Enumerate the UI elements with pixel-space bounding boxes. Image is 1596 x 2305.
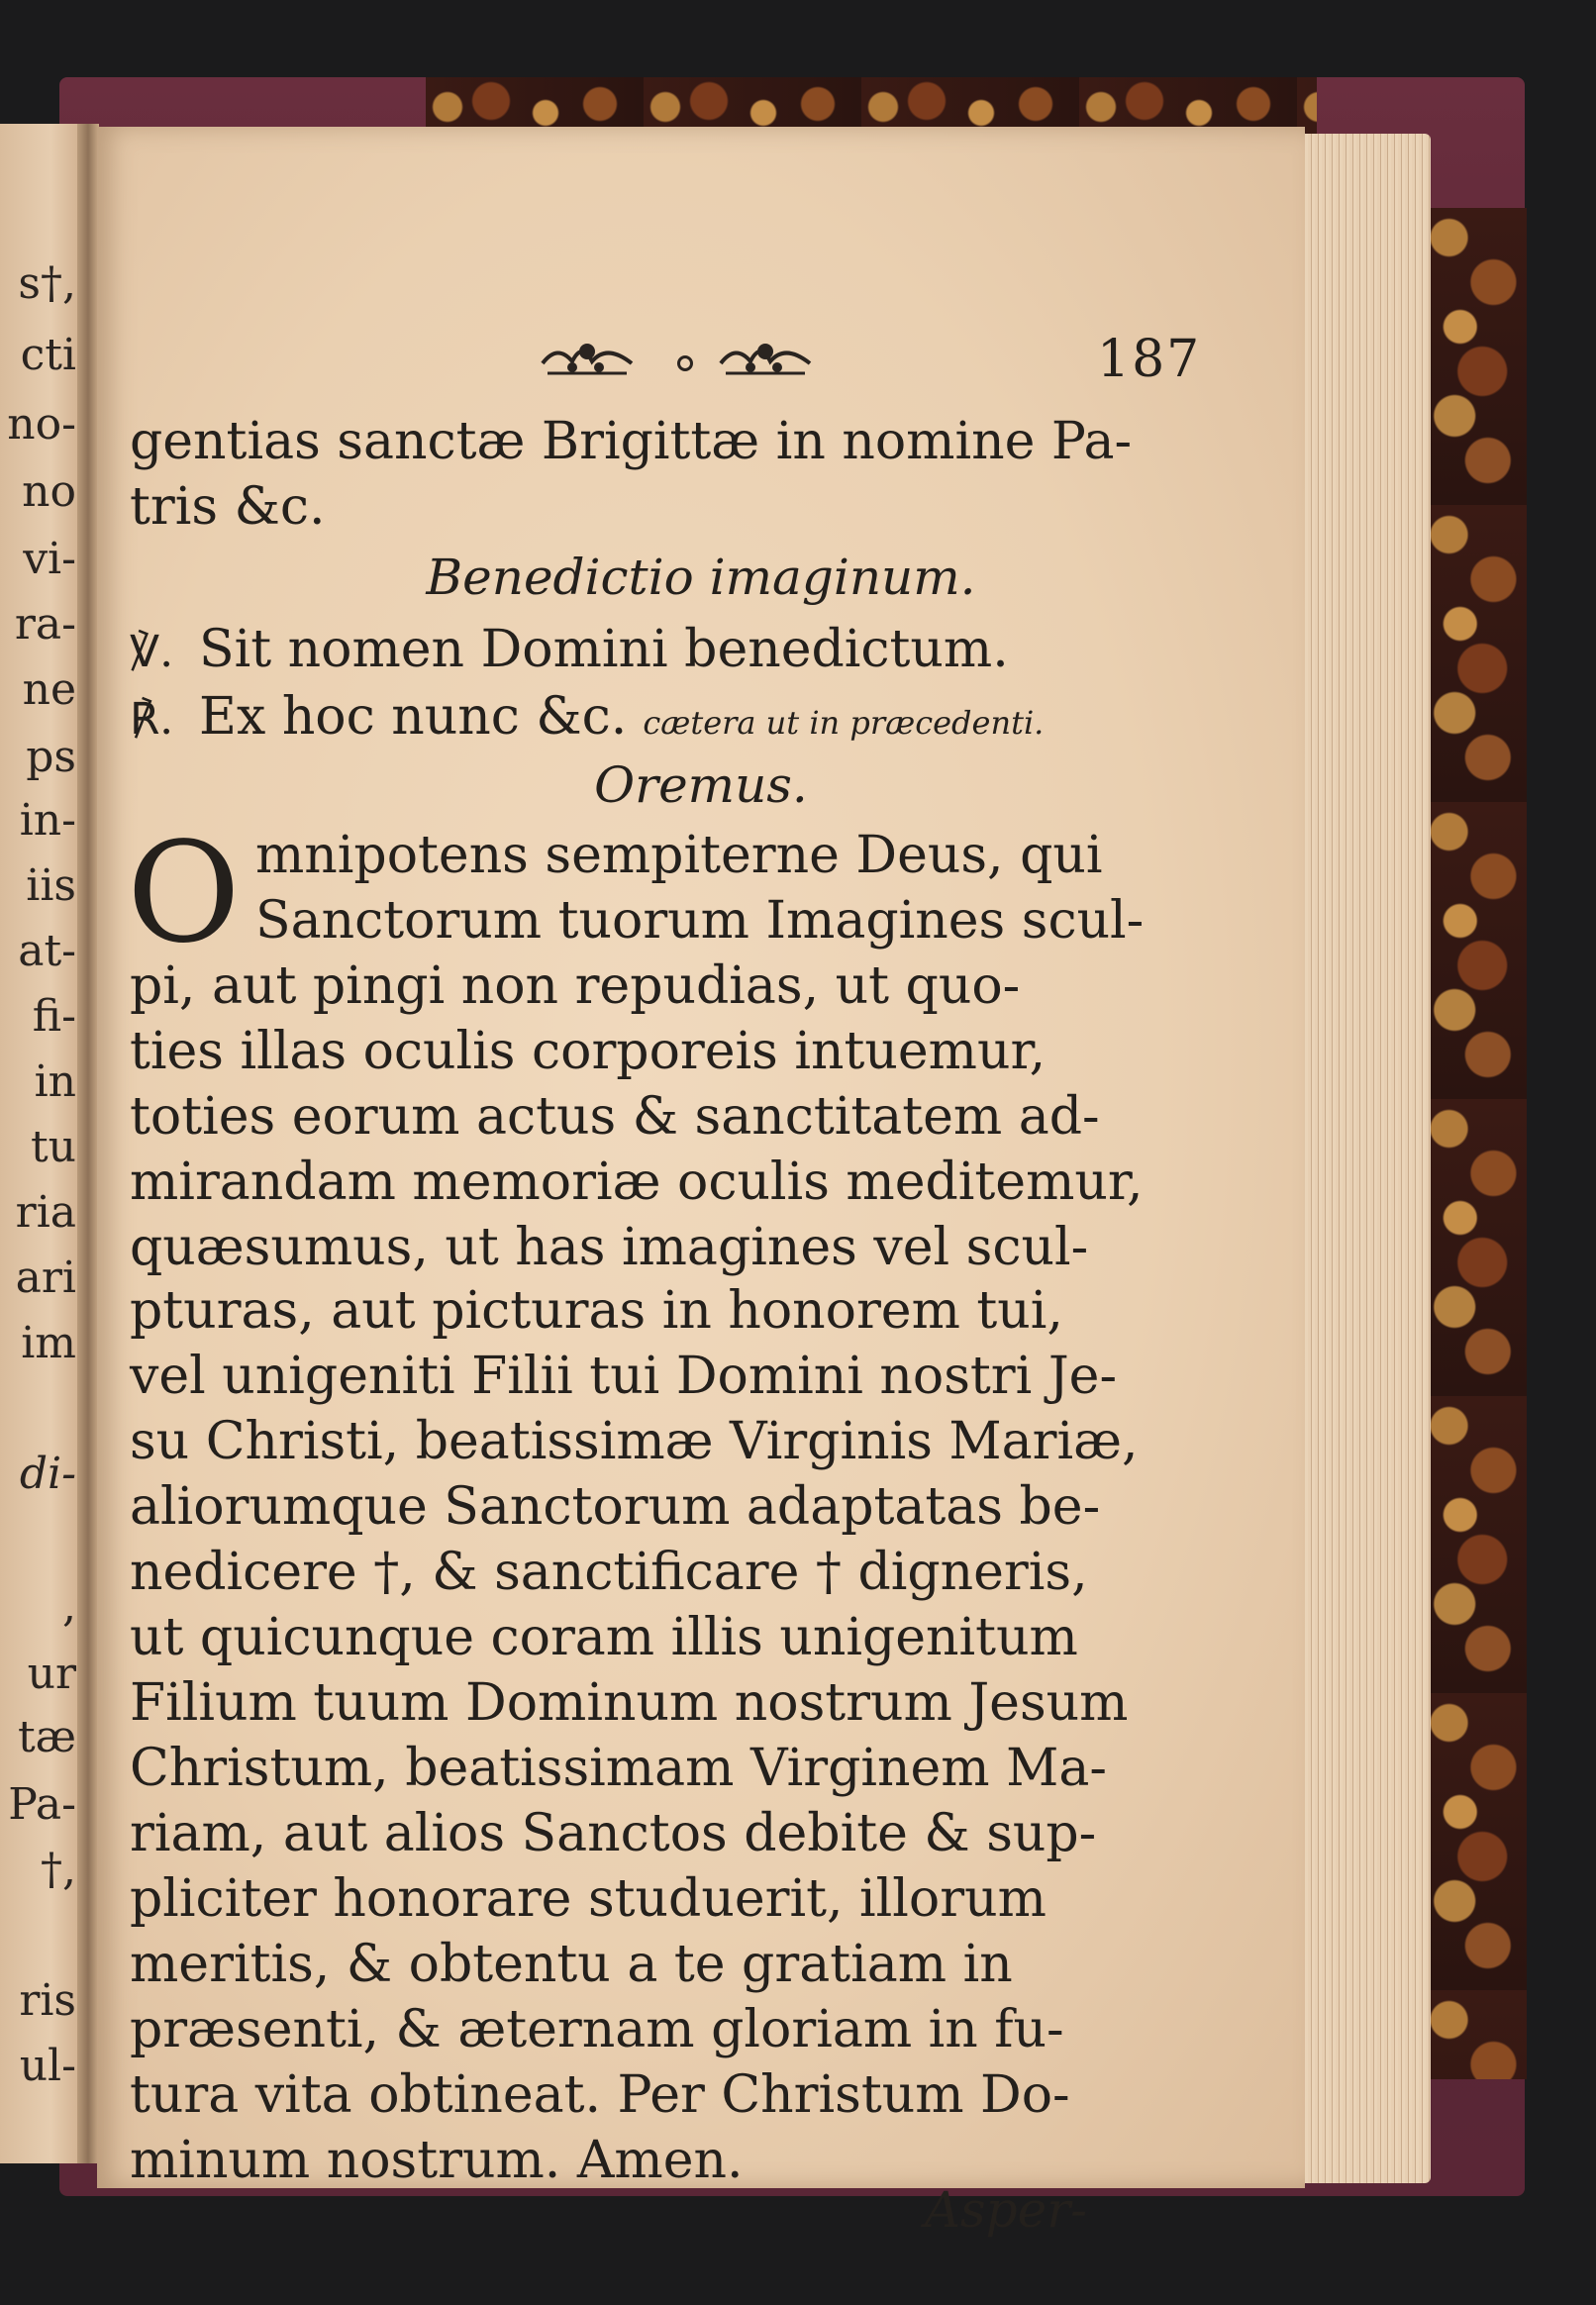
left-fragment: im — [21, 1318, 76, 1368]
page-edges — [1287, 134, 1431, 2183]
left-fragment: iis — [26, 860, 76, 911]
left-fragment: no- — [7, 399, 76, 450]
prayer-line: mnipotens sempiterne Deus, qui — [255, 826, 1103, 885]
oremus-heading: Oremus. — [594, 756, 808, 814]
left-fragment: ur — [27, 1649, 76, 1699]
prayer-line: Filium tuum Dominum nostrum Jesum — [130, 1673, 1129, 1733]
response-text: Ex hoc nunc &c. — [199, 687, 628, 747]
page-gutter — [77, 124, 99, 2163]
prayer-line: riam, aut alios Sanctos debite & sup- — [130, 1804, 1097, 1863]
prayer-line: pliciter honorare studuerit, illorum — [130, 1869, 1047, 1929]
prayer-line: su Christi, beatissimæ Virginis Mariæ, — [130, 1412, 1139, 1471]
ornament-icon — [538, 334, 637, 383]
versicle-line — [130, 620, 1253, 679]
prayer-line: tura vita obtineat. Per Christum Do- — [130, 2065, 1070, 2125]
prayer-line: pi, aut pingi non repudias, ut quo- — [130, 956, 1021, 1016]
left-fragment: ra- — [14, 599, 76, 650]
page-header — [424, 330, 1216, 399]
left-fragment: †, — [41, 1845, 76, 1895]
left-page-fragment — [0, 124, 84, 2163]
left-fragment: ne — [22, 664, 76, 715]
left-fragment: vi- — [23, 534, 76, 584]
response-line — [130, 687, 1253, 747]
prayer-line: Christum, beatissimam Virginem Ma- — [130, 1739, 1107, 1798]
prayer-line: ut quicunque coram illis unigenitum — [130, 1608, 1078, 1667]
marbled-board-right — [1416, 208, 1527, 2079]
page-number: 187 — [1097, 330, 1202, 389]
text-line: gentias sanctæ Brigittæ in nomine Pa- — [130, 412, 1133, 471]
prayer-line: toties eorum actus & sanctitatem ad- — [130, 1087, 1100, 1147]
left-fragment: , — [62, 1581, 76, 1632]
prayer-line: pturas, aut picturas in honorem tui, — [130, 1281, 1063, 1341]
left-fragment: Pa- — [8, 1779, 76, 1830]
left-fragment: fi- — [32, 991, 76, 1042]
prayer-line: quæsumus, ut has imagines vel scul- — [130, 1218, 1089, 1277]
prayer-line: mirandam memoriæ oculis meditemur, — [130, 1152, 1144, 1212]
left-fragment: ps — [26, 732, 76, 782]
left-fragment: in — [34, 1056, 76, 1107]
prayer-line: nedicere †, & sanctificare † digneris, — [130, 1543, 1088, 1602]
left-fragment: ari — [15, 1253, 76, 1303]
left-fragment: tu — [30, 1122, 76, 1172]
left-fragment: ris — [19, 1975, 76, 2026]
left-fragment: cti — [20, 330, 76, 380]
left-fragment: di- — [19, 1449, 76, 1499]
prayer-line: Sanctorum tuorum Imagines scul- — [255, 891, 1145, 951]
ornament-icon — [716, 334, 815, 383]
page-text — [97, 127, 1305, 2239]
left-fragment: ria — [15, 1187, 76, 1238]
prayer-line: minum nostrum. Amen. — [130, 2131, 744, 2190]
section-title: Benedictio imaginum. — [426, 549, 976, 606]
response-note: cætera ut in præcedenti. — [643, 704, 1045, 742]
text-line: tris &c. — [130, 477, 326, 537]
prayer-line: ties illas oculis corporeis intuemur, — [130, 1022, 1047, 1081]
prayer-line: præsenti, & æternam gloriam in fu- — [130, 2000, 1064, 2059]
response-symbol: ℟. — [130, 694, 174, 745]
catchword: Asper- — [924, 2181, 1087, 2239]
left-fragment: at- — [18, 926, 76, 976]
drop-cap: O — [127, 813, 241, 974]
prayer-line: vel unigeniti Filii tui Domini nostri Je- — [130, 1347, 1118, 1406]
left-fragment: ul- — [19, 2041, 76, 2091]
prayer-line: aliorumque Sanctorum adaptatas be- — [130, 1477, 1101, 1537]
left-fragment: tæ — [17, 1712, 76, 1762]
ornament-dot-icon — [677, 355, 693, 371]
prayer-line: meritis, & obtentu a te gratiam in — [130, 1935, 1013, 1994]
versicle-symbol: ℣. — [130, 627, 174, 677]
book-page — [97, 127, 1305, 2239]
left-fragment: no — [22, 466, 76, 517]
versicle-text: Sit nomen Domini benedictum. — [199, 620, 1009, 679]
left-fragment: s†, — [18, 258, 76, 309]
left-fragment: in- — [19, 795, 76, 846]
